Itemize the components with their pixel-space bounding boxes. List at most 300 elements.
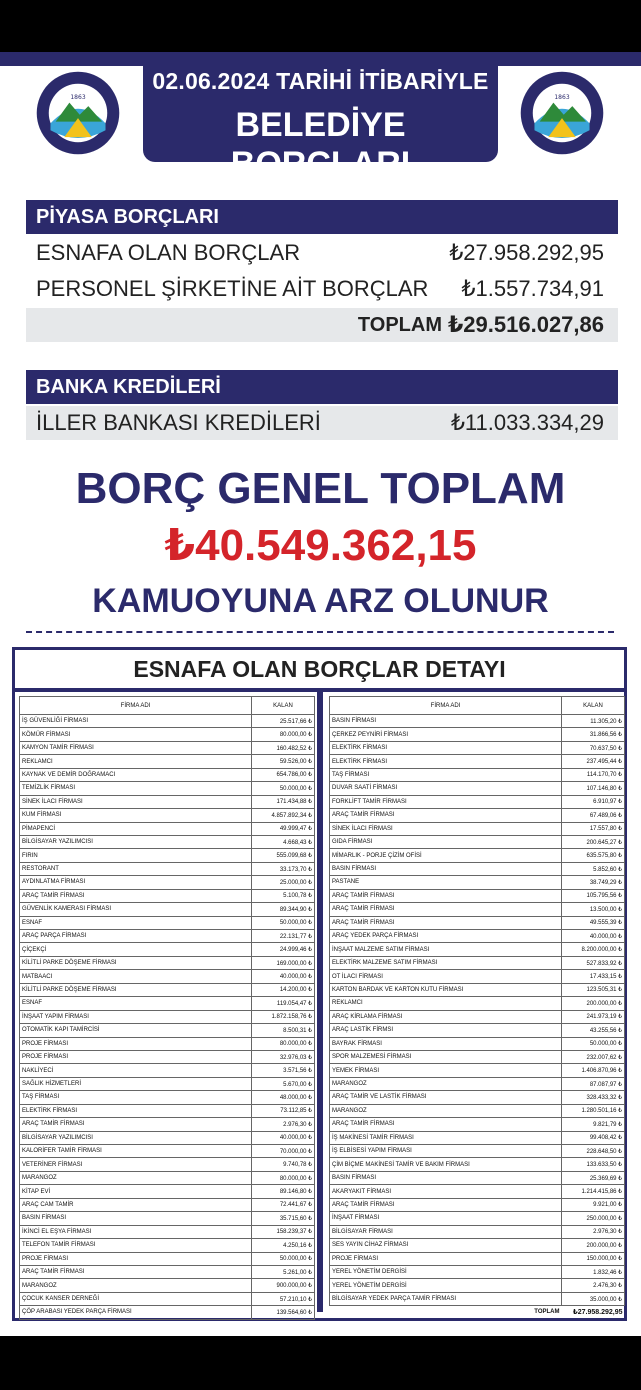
table-row bbox=[330, 728, 625, 741]
remaining-amount: 3.571,56 ₺ bbox=[252, 1064, 315, 1077]
table-row bbox=[20, 1198, 315, 1211]
remaining-amount: 38.749,29 ₺ bbox=[562, 876, 625, 889]
remaining-amount: 25.517,66 ₺ bbox=[252, 715, 315, 728]
remaining-amount: 1.872.158,76 ₺ bbox=[252, 1010, 315, 1023]
firm-name: BASIN FİRMASI bbox=[330, 862, 562, 875]
firm-name: ELEKTİRK FİRMASI bbox=[330, 755, 562, 768]
table-row bbox=[20, 1064, 315, 1077]
firm-name: ARAÇ TAMİR FİRMASI bbox=[330, 889, 562, 902]
table-row bbox=[330, 1198, 625, 1211]
remaining-amount: 35.715,60 ₺ bbox=[252, 1212, 315, 1225]
table-row bbox=[20, 903, 315, 916]
firm-name: GÜVENLİK KAMERASI FİRMASI bbox=[20, 903, 252, 916]
firm-name: MİMARLIK - PORJE ÇİZİM OFİSİ bbox=[330, 849, 562, 862]
remaining-amount: 22.131,77 ₺ bbox=[252, 930, 315, 943]
table-row bbox=[330, 835, 625, 848]
remaining-amount: 40.000,00 ₺ bbox=[252, 1131, 315, 1144]
remaining-amount: 49.555,39 ₺ bbox=[562, 916, 625, 929]
firm-name: SPOR MALZEMESİ FİRMASI bbox=[330, 1050, 562, 1063]
firm-name: OTOMATİK KAPI TAMİRCİSİ bbox=[20, 1024, 252, 1037]
firm-name: FORKLİFT TAMİR FİRMASI bbox=[330, 795, 562, 808]
table-row bbox=[20, 1037, 315, 1050]
firm-name: ARAÇ KİRLAMA FİRMASI bbox=[330, 1010, 562, 1023]
table-row bbox=[20, 1212, 315, 1225]
remaining-amount: 8.500,31 ₺ bbox=[252, 1024, 315, 1037]
firm-name: PİMAPENCİ bbox=[20, 822, 252, 835]
firm-name: TAŞ FİRMASI bbox=[20, 1091, 252, 1104]
firm-name: KAMYON TAMİR FİRMASI bbox=[20, 741, 252, 754]
firm-name: AKARYAKIT FİRMASI bbox=[330, 1185, 562, 1198]
table-row bbox=[330, 943, 625, 956]
remaining-amount: 99.408,42 ₺ bbox=[562, 1131, 625, 1144]
firm-name: ESNAF bbox=[20, 916, 252, 929]
remaining-amount: 50.000,00 ₺ bbox=[252, 782, 315, 795]
table-row bbox=[330, 1091, 625, 1104]
table-row bbox=[20, 1104, 315, 1117]
table-row bbox=[330, 1158, 625, 1171]
remaining-amount: 2.976,30 ₺ bbox=[252, 1118, 315, 1131]
firm-name: SİNEK İLACI FİRMASI bbox=[20, 795, 252, 808]
remaining-amount: 25.369,69 ₺ bbox=[562, 1171, 625, 1184]
remaining-amount: 80.000,00 ₺ bbox=[252, 728, 315, 741]
remaining-amount: 87.087,97 ₺ bbox=[562, 1077, 625, 1090]
total-value: ₺29.516.027,86 bbox=[448, 312, 604, 337]
remaining-amount: 228.648,50 ₺ bbox=[562, 1145, 625, 1158]
firm-name: KİLİTLİ PARKE DÖŞEME FİRMASI bbox=[20, 956, 252, 969]
remaining-amount: 5.852,60 ₺ bbox=[562, 862, 625, 875]
remaining-amount: 158.239,37 ₺ bbox=[252, 1225, 315, 1238]
table-row bbox=[330, 849, 625, 862]
row-label: PERSONEL ŞİRKETİNE AİT BORÇLAR bbox=[36, 276, 429, 301]
firm-name: YEREL YÖNETİM DERGİSİ bbox=[330, 1279, 562, 1292]
remaining-amount: 2.476,30 ₺ bbox=[562, 1279, 625, 1292]
remaining-amount: 35.000,00 ₺ bbox=[562, 1292, 625, 1305]
firm-name: İNŞAAT MALZEME SATIM FİRMASI bbox=[330, 943, 562, 956]
firm-name: SAĞLIK HİZMETLERİ bbox=[20, 1077, 252, 1090]
table-row bbox=[20, 943, 315, 956]
remaining-amount: 5.261,00 ₺ bbox=[252, 1265, 315, 1278]
firm-name: BAYRAK FİRMASI bbox=[330, 1037, 562, 1050]
header-title: BELEDİYE BORÇLARI bbox=[230, 106, 411, 183]
remaining-amount: 1.832,46 ₺ bbox=[562, 1265, 625, 1278]
firm-name: RESTORANT bbox=[20, 862, 252, 875]
firm-name: ARAÇ TAMİR FİRMASI bbox=[20, 1118, 252, 1131]
firm-name: PROJE FİRMASI bbox=[20, 1050, 252, 1063]
table-row bbox=[20, 741, 315, 754]
firm-name: BASIN FİRMASI bbox=[20, 1212, 252, 1225]
table-row bbox=[330, 741, 625, 754]
firm-name: ARAÇ TAMİR FİRMASI bbox=[330, 903, 562, 916]
firm-name: YEREL YÖNETİM DERGİSİ bbox=[330, 1265, 562, 1278]
remaining-amount: 4.250,16 ₺ bbox=[252, 1239, 315, 1252]
table-row bbox=[330, 916, 625, 929]
remaining-amount: 89.146,80 ₺ bbox=[252, 1185, 315, 1198]
firm-name: İŞ ELBİSESİ YAPIM FİRMASI bbox=[330, 1145, 562, 1158]
firm-name: MARANGOZ bbox=[20, 1171, 252, 1184]
remaining-amount: 17.433,15 ₺ bbox=[562, 970, 625, 983]
detail-panel bbox=[12, 647, 627, 1321]
remaining-amount: 107.146,80 ₺ bbox=[562, 782, 625, 795]
remaining-amount: 48.000,00 ₺ bbox=[252, 1091, 315, 1104]
table-row bbox=[330, 822, 625, 835]
table-row bbox=[330, 715, 625, 728]
table-row bbox=[20, 1239, 315, 1252]
table-row bbox=[330, 809, 625, 822]
firm-name: KİTAP EVİ bbox=[20, 1185, 252, 1198]
remaining-amount: 24.999,46 ₺ bbox=[252, 943, 315, 956]
remaining-amount: 635.575,80 ₺ bbox=[562, 849, 625, 862]
table-row bbox=[330, 795, 625, 808]
table-row bbox=[20, 1145, 315, 1158]
remaining-amount: 50.000,00 ₺ bbox=[562, 1037, 625, 1050]
grand-total-amount: ₺40.549.362,15 bbox=[164, 521, 477, 570]
table-row bbox=[20, 970, 315, 983]
table-row bbox=[20, 1171, 315, 1184]
piyasa-row bbox=[26, 272, 618, 306]
firm-name: İŞ GÜVENLİĞİ FİRMASI bbox=[20, 715, 252, 728]
piyasa-row bbox=[26, 236, 618, 270]
remaining-amount: 241.973,19 ₺ bbox=[562, 1010, 625, 1023]
remaining-amount: 171.434,88 ₺ bbox=[252, 795, 315, 808]
remaining-amount: 200.645,27 ₺ bbox=[562, 835, 625, 848]
remaining-amount: 8.200.000,00 ₺ bbox=[562, 943, 625, 956]
firm-name: KÖMÜR FİRMASI bbox=[20, 728, 252, 741]
table-row bbox=[330, 1239, 625, 1252]
remaining-amount: 31.866,56 ₺ bbox=[562, 728, 625, 741]
remaining-amount: 123.505,31 ₺ bbox=[562, 983, 625, 996]
firm-name: KARTON BARDAK VE KARTON KUTU FİRMASI bbox=[330, 983, 562, 996]
table-row bbox=[330, 956, 625, 969]
firm-name: PASTANE bbox=[330, 876, 562, 889]
firm-name: MARANGOZ bbox=[330, 1077, 562, 1090]
firm-name: REKLAMCI bbox=[330, 997, 562, 1010]
row-value: ₺1.557.734,91 bbox=[461, 276, 604, 301]
remaining-amount: 9.740,78 ₺ bbox=[252, 1158, 315, 1171]
table-row bbox=[20, 1252, 315, 1265]
remaining-amount: 250.000,00 ₺ bbox=[562, 1212, 625, 1225]
firm-name: PROJE FİRMASI bbox=[330, 1252, 562, 1265]
remaining-amount: 5.670,00 ₺ bbox=[252, 1077, 315, 1090]
firm-name: ARAÇ TAMİR FİRMASI bbox=[330, 916, 562, 929]
table-row bbox=[330, 1050, 625, 1063]
remaining-amount: 59.526,00 ₺ bbox=[252, 755, 315, 768]
firm-name: BASIN FİRMASI bbox=[330, 715, 562, 728]
remaining-amount: 160.482,52 ₺ bbox=[252, 741, 315, 754]
remaining-amount: 237.495,44 ₺ bbox=[562, 755, 625, 768]
firm-name: PROJE FİRMASI bbox=[20, 1252, 252, 1265]
firm-name: BİLGİSAYAR YEDEK PARÇA TAMİR FİRMASI bbox=[330, 1292, 562, 1305]
firm-name: İNŞAAT FİRMASI bbox=[330, 1212, 562, 1225]
remaining-amount: 200.000,00 ₺ bbox=[562, 997, 625, 1010]
table-row bbox=[20, 1131, 315, 1144]
remaining-amount: 119.054,47 ₺ bbox=[252, 997, 315, 1010]
firm-name: TEMİZLİK FİRMASI bbox=[20, 782, 252, 795]
firm-name: DUVAR SAATİ FİRMASI bbox=[330, 782, 562, 795]
row-label: İLLER BANKASI KREDİLERİ bbox=[36, 410, 321, 435]
table-row bbox=[330, 1010, 625, 1023]
table-row bbox=[330, 1279, 625, 1292]
remaining-amount: 9.821,79 ₺ bbox=[562, 1118, 625, 1131]
remaining-amount: 328.433,32 ₺ bbox=[562, 1091, 625, 1104]
remaining-amount: 40.000,00 ₺ bbox=[562, 930, 625, 943]
firm-name: ELEKTİRK FİRMASI bbox=[20, 1104, 252, 1117]
table-row bbox=[330, 889, 625, 902]
firm-name: MARANGOZ bbox=[330, 1104, 562, 1117]
remaining-amount: 150.000,00 ₺ bbox=[562, 1252, 625, 1265]
table-row bbox=[20, 1091, 315, 1104]
firm-name: GIDA FİRMASI bbox=[330, 835, 562, 848]
row-value: ₺27.958.292,95 bbox=[449, 240, 604, 265]
remaining-amount: 654.786,00 ₺ bbox=[252, 768, 315, 781]
table-row bbox=[20, 862, 315, 875]
remaining-amount: 13.500,00 ₺ bbox=[562, 903, 625, 916]
remaining-amount: 11.305,20 ₺ bbox=[562, 715, 625, 728]
remaining-amount: 67.489,06 ₺ bbox=[562, 809, 625, 822]
table-row bbox=[20, 849, 315, 862]
header-banner bbox=[143, 52, 498, 183]
remaining-amount: 900.000,00 ₺ bbox=[252, 1279, 315, 1292]
firm-name: SES YAYIN CİHAZ FİRMASI bbox=[330, 1239, 562, 1252]
table-row bbox=[330, 1185, 625, 1198]
remaining-amount: 50.000,00 ₺ bbox=[252, 916, 315, 929]
remaining-amount: 89.344,90 ₺ bbox=[252, 903, 315, 916]
remaining-amount: 50.000,00 ₺ bbox=[252, 1252, 315, 1265]
piyasa-section-title: PİYASA BORÇLARI bbox=[26, 200, 618, 234]
header-date-line: 02.06.2024 TARİHİ İTİBARİYLE bbox=[152, 68, 489, 94]
detail-table-left bbox=[19, 696, 315, 1320]
firm-name: YEMEK FİRMASI bbox=[330, 1064, 562, 1077]
remaining-amount: 40.000,00 ₺ bbox=[252, 970, 315, 983]
firm-name: ARAÇ TAMİR FİRMASI bbox=[330, 1198, 562, 1211]
table-row bbox=[20, 1158, 315, 1171]
banka-section-title: BANKA KREDİLERİ bbox=[26, 370, 618, 404]
firm-name: ARAÇ CAM TAMİR bbox=[20, 1198, 252, 1211]
firm-name: AYDINLATMA FİRMASI bbox=[20, 876, 252, 889]
firm-name: TELEFON TAMİR FİRMASI bbox=[20, 1239, 252, 1252]
table-row bbox=[330, 983, 625, 996]
row-label: ESNAFA OLAN BORÇLAR bbox=[36, 240, 301, 265]
table-row bbox=[330, 1265, 625, 1278]
table-row bbox=[330, 782, 625, 795]
remaining-amount: 33.173,70 ₺ bbox=[252, 862, 315, 875]
firm-name: MATBAACI bbox=[20, 970, 252, 983]
table-row bbox=[330, 1131, 625, 1144]
firm-name: BİLGİSAYAR FİRMASI bbox=[330, 1225, 562, 1238]
table-row bbox=[20, 916, 315, 929]
firm-name: ARAÇ TAMİR FİRMASI bbox=[330, 1118, 562, 1131]
banka-row bbox=[26, 406, 618, 440]
table-row bbox=[330, 1292, 625, 1305]
dashed-divider bbox=[26, 631, 614, 633]
table-row bbox=[330, 1104, 625, 1117]
remaining-amount: 80.000,00 ₺ bbox=[252, 1171, 315, 1184]
row-value: ₺11.033.334,29 bbox=[450, 410, 604, 435]
remaining-amount: 25.000,00 ₺ bbox=[252, 876, 315, 889]
remaining-amount: 4.668,43 ₺ bbox=[252, 835, 315, 848]
remaining-amount: 1.406.870,96 ₺ bbox=[562, 1064, 625, 1077]
detail-total-value: ₺27.958.292,95 bbox=[572, 1309, 623, 1317]
table-row bbox=[20, 1118, 315, 1131]
firm-name: KUM FİRMASI bbox=[20, 809, 252, 822]
table-row bbox=[330, 1024, 625, 1037]
remaining-amount: 73.112,85 ₺ bbox=[252, 1104, 315, 1117]
table-row bbox=[20, 876, 315, 889]
table-row bbox=[20, 1010, 315, 1023]
table-row bbox=[20, 715, 315, 728]
remaining-amount: 57.210,10 ₺ bbox=[252, 1292, 315, 1305]
table-row bbox=[20, 822, 315, 835]
remaining-amount: 80.000,00 ₺ bbox=[252, 1037, 315, 1050]
table-row bbox=[330, 768, 625, 781]
firm-name: SİNEK İLACI FİRMASI bbox=[330, 822, 562, 835]
remaining-amount: 2.976,30 ₺ bbox=[562, 1225, 625, 1238]
firm-name: BİLGİSAYAR YAZILIMCISI bbox=[20, 835, 252, 848]
table-row bbox=[330, 1064, 625, 1077]
firm-name: REKLAMCI bbox=[20, 755, 252, 768]
remaining-amount: 1.214.415,86 ₺ bbox=[562, 1185, 625, 1198]
firm-name: BASIN FİRMASI bbox=[330, 1171, 562, 1184]
firm-name: NAKLİYECİ bbox=[20, 1064, 252, 1077]
firm-name: İŞ MAKİNESİ TAMİR FİRMASI bbox=[330, 1131, 562, 1144]
table-row bbox=[20, 997, 315, 1010]
firm-name: ARAÇ TAMİR FİRMASI bbox=[330, 809, 562, 822]
remaining-amount: 200.000,00 ₺ bbox=[562, 1239, 625, 1252]
table-row bbox=[20, 835, 315, 848]
remaining-amount: 1.280.501,16 ₺ bbox=[562, 1104, 625, 1117]
firm-name: TAŞ FİRMASI bbox=[330, 768, 562, 781]
detail-right-column bbox=[329, 696, 624, 1319]
table-row bbox=[20, 1077, 315, 1090]
column-header-amount: KALAN bbox=[562, 697, 625, 715]
firm-name: ARAÇ LASTİK FİRMSI bbox=[330, 1024, 562, 1037]
firm-name: PROJE FİRMASI bbox=[20, 1037, 252, 1050]
remaining-amount: 9.921,00 ₺ bbox=[562, 1198, 625, 1211]
remaining-amount: 72.441,67 ₺ bbox=[252, 1198, 315, 1211]
firm-name: İNŞAAT YAPIM FİRMASI bbox=[20, 1010, 252, 1023]
table-row bbox=[330, 876, 625, 889]
remaining-amount: 32.976,03 ₺ bbox=[252, 1050, 315, 1063]
detail-total-label: TOPLAM bbox=[534, 1309, 560, 1316]
table-row bbox=[330, 1077, 625, 1090]
firm-name: VETERİNER FİRMASI bbox=[20, 1158, 252, 1171]
public-notice: KAMUOYUNA ARZ OLUNUR bbox=[92, 582, 549, 620]
municipality-logo-icon bbox=[519, 70, 605, 156]
table-row bbox=[330, 1171, 625, 1184]
remaining-amount: 105.795,56 ₺ bbox=[562, 889, 625, 902]
detail-left-column bbox=[19, 696, 314, 1320]
remaining-amount: 232.007,62 ₺ bbox=[562, 1050, 625, 1063]
table-row bbox=[330, 755, 625, 768]
column-divider bbox=[317, 692, 323, 1312]
remaining-amount: 169.000,00 ₺ bbox=[252, 956, 315, 969]
firm-name: ARAÇ PARÇA FİRMASI bbox=[20, 930, 252, 943]
column-header-amount: KALAN bbox=[252, 697, 315, 715]
total-label: TOPLAM bbox=[357, 314, 442, 336]
firm-name: ELEKTİRK MALZEME SATIM FİRMASI bbox=[330, 956, 562, 969]
firm-name: ÇÖP ARABASI YEDEK PARÇA FİRMASI bbox=[20, 1306, 252, 1319]
firm-name: FIRIN bbox=[20, 849, 252, 862]
table-row bbox=[330, 1225, 625, 1238]
firm-name: ARAÇ TAMİR VE LASTİK FİRMASI bbox=[330, 1091, 562, 1104]
table-row bbox=[330, 1118, 625, 1131]
table-row bbox=[20, 1024, 315, 1037]
table-row bbox=[20, 983, 315, 996]
remaining-amount: 4.857.892,34 ₺ bbox=[252, 809, 315, 822]
table-row bbox=[330, 1212, 625, 1225]
remaining-amount: 133.633,50 ₺ bbox=[562, 1158, 625, 1171]
remaining-amount: 70.000,00 ₺ bbox=[252, 1145, 315, 1158]
firm-name: ESNAF bbox=[20, 997, 252, 1010]
table-row bbox=[20, 1292, 315, 1305]
svg-text:1863: 1863 bbox=[554, 94, 570, 102]
table-row bbox=[330, 1145, 625, 1158]
firm-name: KİLİTLİ PARKE DÖŞEME FİRMASI bbox=[20, 983, 252, 996]
remaining-amount: 70.637,50 ₺ bbox=[562, 741, 625, 754]
table-row bbox=[330, 970, 625, 983]
firm-name: OT İLACI FİRMASI bbox=[330, 970, 562, 983]
table-row bbox=[20, 1225, 315, 1238]
table-row bbox=[20, 956, 315, 969]
table-row bbox=[330, 997, 625, 1010]
firm-name: İKİNCİ EL EŞYA FİRMASI bbox=[20, 1225, 252, 1238]
municipality-logo-icon bbox=[35, 70, 121, 156]
firm-name: BİLGİSAYAR YAZILIMCISI bbox=[20, 1131, 252, 1144]
table-row bbox=[330, 1037, 625, 1050]
table-row bbox=[20, 1279, 315, 1292]
firm-name: MARANGOZ bbox=[20, 1279, 252, 1292]
firm-name: KAYNAK VE DEMİR DOĞRAMACI bbox=[20, 768, 252, 781]
remaining-amount: 527.833,92 ₺ bbox=[562, 956, 625, 969]
firm-name: ELEKTİRK FİRMASI bbox=[330, 741, 562, 754]
firm-name: ARAÇ YEDEK PARÇA FİRMASI bbox=[330, 930, 562, 943]
column-header-firm: FİRMA ADI bbox=[20, 697, 252, 715]
table-row bbox=[330, 1252, 625, 1265]
table-row bbox=[20, 1050, 315, 1063]
remaining-amount: 6.910,97 ₺ bbox=[562, 795, 625, 808]
remaining-amount: 5.100,78 ₺ bbox=[252, 889, 315, 902]
remaining-amount: 49.999,47 ₺ bbox=[252, 822, 315, 835]
remaining-amount: 14.200,00 ₺ bbox=[252, 983, 315, 996]
firm-name: ÇERKEZ PEYNİRİ FİRMASI bbox=[330, 728, 562, 741]
announcement-page bbox=[0, 52, 641, 1336]
table-row bbox=[20, 728, 315, 741]
table-row bbox=[20, 930, 315, 943]
detail-table-right bbox=[329, 696, 625, 1319]
table-row bbox=[330, 903, 625, 916]
table-row bbox=[20, 768, 315, 781]
firm-name: ÇİM BİÇME MAKİNESİ TAMİR VE BAKIM FİRMASI bbox=[330, 1158, 562, 1171]
remaining-amount: 43.255,56 ₺ bbox=[562, 1024, 625, 1037]
table-row bbox=[20, 795, 315, 808]
remaining-amount: 17.557,80 ₺ bbox=[562, 822, 625, 835]
table-row bbox=[20, 1185, 315, 1198]
table-row bbox=[20, 1306, 315, 1319]
detail-title: ESNAFA OLAN BORÇLAR DETAYI bbox=[133, 656, 506, 682]
remaining-amount: 139.564,60 ₺ bbox=[252, 1306, 315, 1319]
table-row bbox=[20, 782, 315, 795]
table-row bbox=[20, 889, 315, 902]
grand-total-title: BORÇ GENEL TOPLAM bbox=[75, 464, 566, 513]
remaining-amount: 114.170,70 ₺ bbox=[562, 768, 625, 781]
firm-name: ÇİÇEKÇİ bbox=[20, 943, 252, 956]
firm-name: ÇOCUK KANSER DERNEĞİ bbox=[20, 1292, 252, 1305]
column-header-firm: FİRMA ADI bbox=[330, 697, 562, 715]
firm-name: ARAÇ TAMİR FİRMASI bbox=[20, 1265, 252, 1278]
piyasa-total-row bbox=[26, 308, 618, 342]
firm-name: KALORİFER TAMİR FİRMASI bbox=[20, 1145, 252, 1158]
remaining-amount: 555.099,68 ₺ bbox=[252, 849, 315, 862]
firm-name: ARAÇ TAMİR FİRMASI bbox=[20, 889, 252, 902]
